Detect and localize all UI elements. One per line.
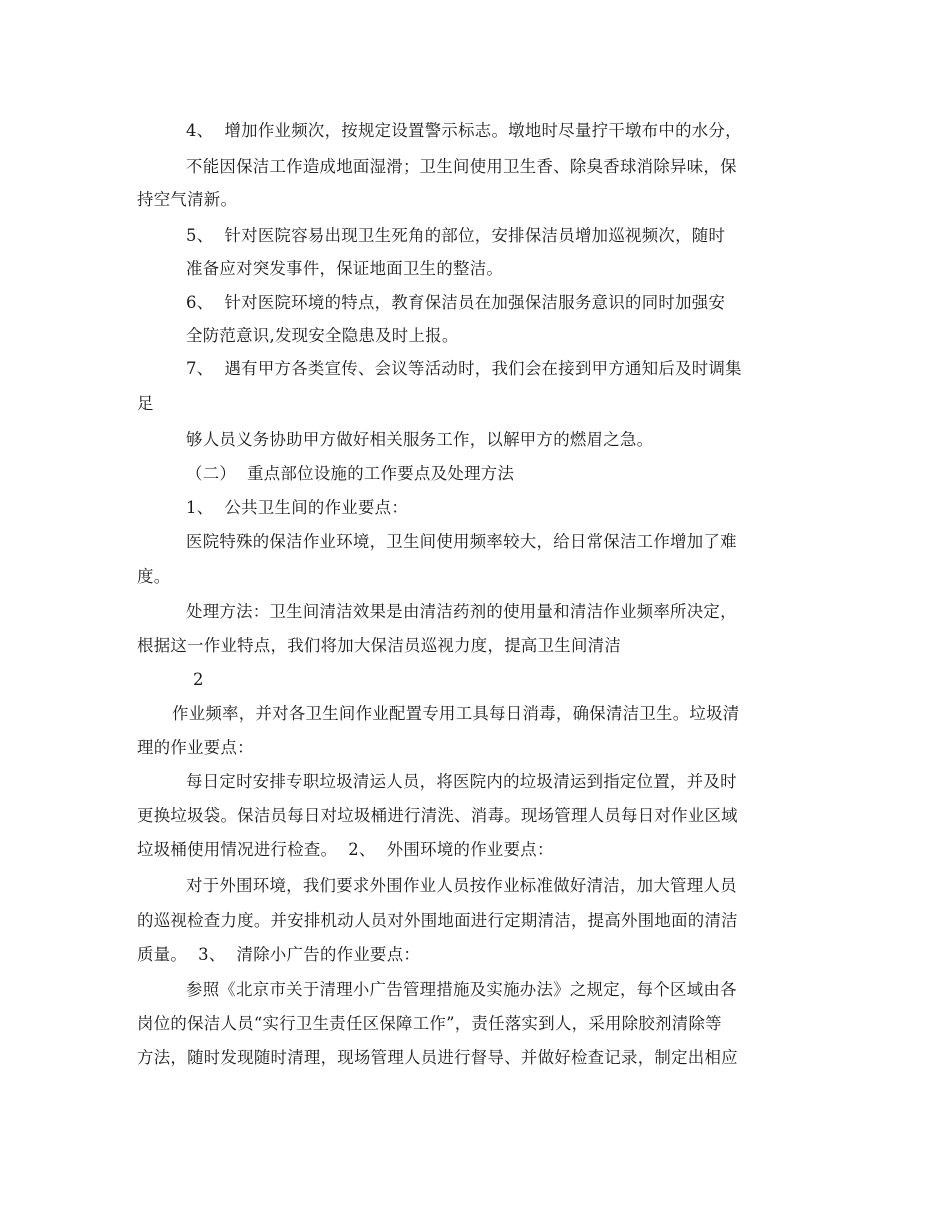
text-line: 每日定时安排专职垃圾清运人员，将医院内的垃圾清运到指定位置，并及时	[186, 772, 737, 791]
text-line: 7、 遇有甲方各类宣传、会议等活动时，我们会在接到甲方通知后及时调集	[186, 359, 742, 378]
text-line: 质量。 3、 清除小广告的作业要点：	[137, 945, 421, 964]
text-line: 不能因保洁工作造成地面湿滑；卫生间使用卫生香、除臭香球消除异味，保	[186, 157, 737, 176]
text-line: 全防范意识,发现安全隐患及时上报。	[186, 326, 459, 345]
text-line: 对于外围环境，我们要求外围作业人员按作业标准做好清洁，加大管理人员	[186, 876, 737, 895]
text-line: 参照《北京市关于清理小广告管理措施及实施办法》之规定，每个区域由各	[186, 980, 737, 999]
text-line: 5、 针对医院容易出现卫生死角的部位，安排保洁员增加巡视频次，随时	[186, 226, 726, 245]
text-line: 方法，随时发现随时清理，现场管理人员进行督导、并做好检查记录，制定出相应	[137, 1048, 738, 1067]
text-line: 4、 增加作业频次，按规定设置警示标志。墩地时尽量拧干墩布中的水分，	[186, 121, 742, 140]
text-line: 作业频率，并对各卫生间作业配置专用工具每日消毒，确保清洁卫生。垃圾清	[172, 704, 740, 723]
text-line: 处理方法：卫生间清洁效果是由清洁药剂的使用量和清洁作业频率所决定，	[186, 602, 737, 621]
text-line: 1、 公共卫生间的作业要点：	[186, 498, 409, 517]
section-heading: （二） 重点部位设施的工作要点及处理方法	[186, 464, 515, 483]
text-line: 更换垃圾袋。保洁员每日对垃圾桶进行清洗、消毒。现场管理人员每日对作业区域	[137, 806, 738, 825]
text-line: 够人员义务协助甲方做好相关服务工作，以解甲方的燃眉之急。	[186, 430, 654, 449]
text-line: 度。	[137, 567, 171, 586]
text-line: 岗位的保洁人员“实行卫生责任区保障工作”，责任落实到人，采用除胶剂清除等	[137, 1014, 722, 1033]
text-line: 根据这一作业特点，我们将加大保洁员巡视力度，提高卫生间清洁	[137, 636, 622, 655]
text-line: 医院特殊的保洁作业环境，卫生间使用频率较大，给日常保洁工作增加了难	[186, 532, 737, 551]
text-line: 足	[137, 394, 154, 413]
text-line: 的巡视检查力度。并安排机动人员对外围地面进行定期清洁，提高外围地面的清洁	[137, 911, 738, 930]
page-number: 2	[193, 670, 204, 689]
text-line: 6、 针对医院环境的特点，教育保洁员在加强保洁服务意识的同时加强安	[186, 293, 726, 312]
text-line: 垃圾桶使用情况进行检查。 2、 外围环境的作业要点：	[137, 840, 554, 859]
text-line: 准备应对突发事件，保证地面卫生的整洁。	[186, 259, 504, 278]
text-line: 理的作业要点：	[137, 738, 254, 757]
text-line: 持空气清新。	[137, 190, 238, 209]
